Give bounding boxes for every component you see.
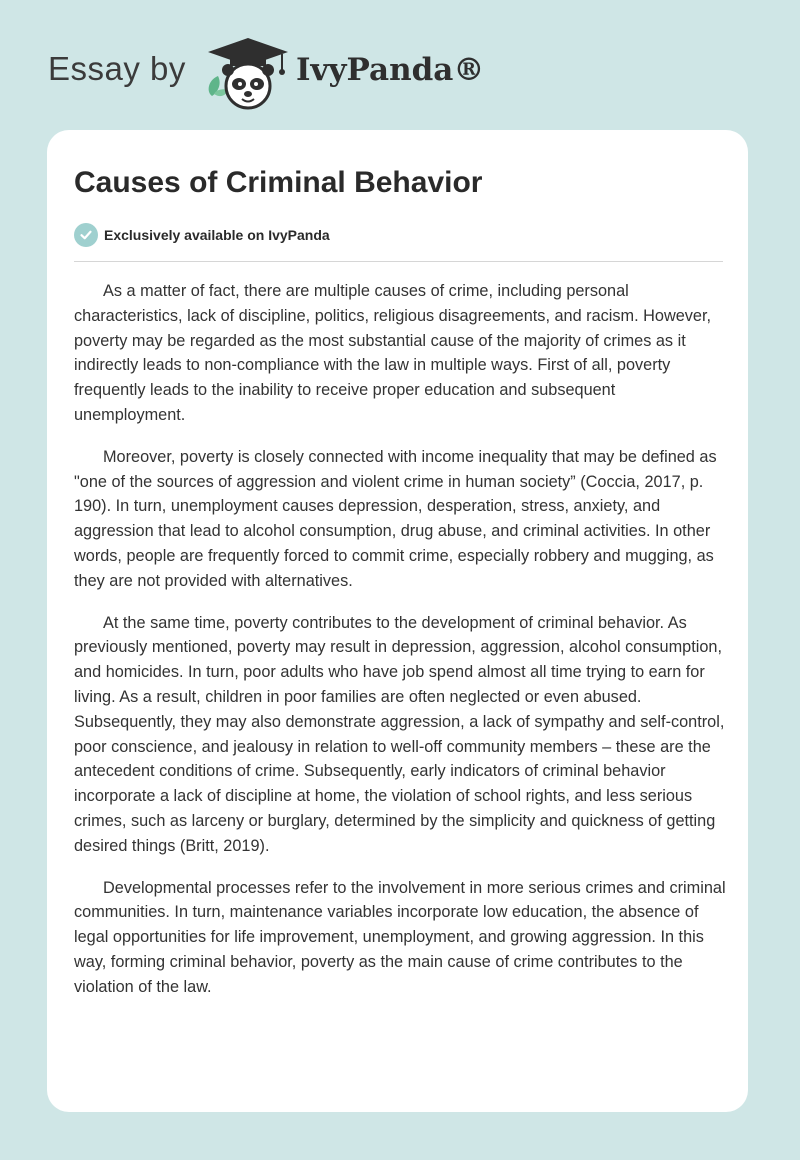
check-circle-icon bbox=[74, 223, 98, 247]
essay-by-label: Essay by bbox=[48, 50, 186, 87]
essay-paragraph: Moreover, poverty is closely connected with income inequality that may be defined as "one of the sources of aggression and violent crime in human society” (Coccia, 2017, p. 190). In turn, unemployment causes depression, desperation, stress, anxiety, and aggression that lead to alcohol consumption, drug abuse, and criminal activities. In other words, people are frequently forced to commit crime, especially robbery and mugging, as they are not provided with alternatives. bbox=[74, 447, 717, 590]
exclusive-badge bbox=[74, 222, 330, 248]
essay-paragraph: Developmental processes refer to the involvement in more serious crimes and criminal communities. In turn, maintenance variables incorporate low education, the absence of legal opportunities for life improvement, unemployment, and growing aggression. In this way, forming criminal behavior, poverty as the main cause of crime contributes to the violation of the law. bbox=[74, 878, 726, 996]
essay-paragraph: At the same time, poverty contributes to the development of criminal behavior. As previously mentioned, poverty may result in depression, aggression, alcohol consumption, and homicides. In turn, poor adults who have job spend almost all time trying to earn for living. As a result, children in poor families are often neglected or even abused. Subsequently, they may also demonstrate aggression, a lack of sympathy and self-control, poor conscience, and jealousy in relation to well-off community members – these are the antecedent conditions of crime. Subsequently, early indicators of criminal behavior incorporate a lack of discipline at home, the violation of school rights, and less serious crimes, such as larceny or burglary, determined by the simplicity and quickness of getting desired things (Britt, 2019). bbox=[74, 613, 725, 855]
panda-graduation-cap-icon[interactable] bbox=[200, 36, 296, 110]
essay-title: Causes of Criminal Behavior bbox=[74, 166, 483, 199]
brand-name[interactable]: IvyPanda® bbox=[296, 52, 485, 88]
essay-card bbox=[47, 130, 748, 1112]
essay-body bbox=[74, 279, 729, 1017]
site-header bbox=[0, 0, 800, 130]
essay-paragraph: As a matter of fact, there are multiple causes of crime, including personal characteristics, lack of discipline, politics, religious disagreements, and racism. However, poverty may be regarded as the most substantial cause of the majority of crimes as it indirectly leads to non-compliance with the law in multiple ways. First of all, poverty frequently leads to the inability to receive proper education and subsequent unemployment. bbox=[74, 282, 712, 424]
title-divider bbox=[74, 261, 723, 262]
exclusive-badge-label: Exclusively available on IvyPanda bbox=[104, 227, 330, 243]
